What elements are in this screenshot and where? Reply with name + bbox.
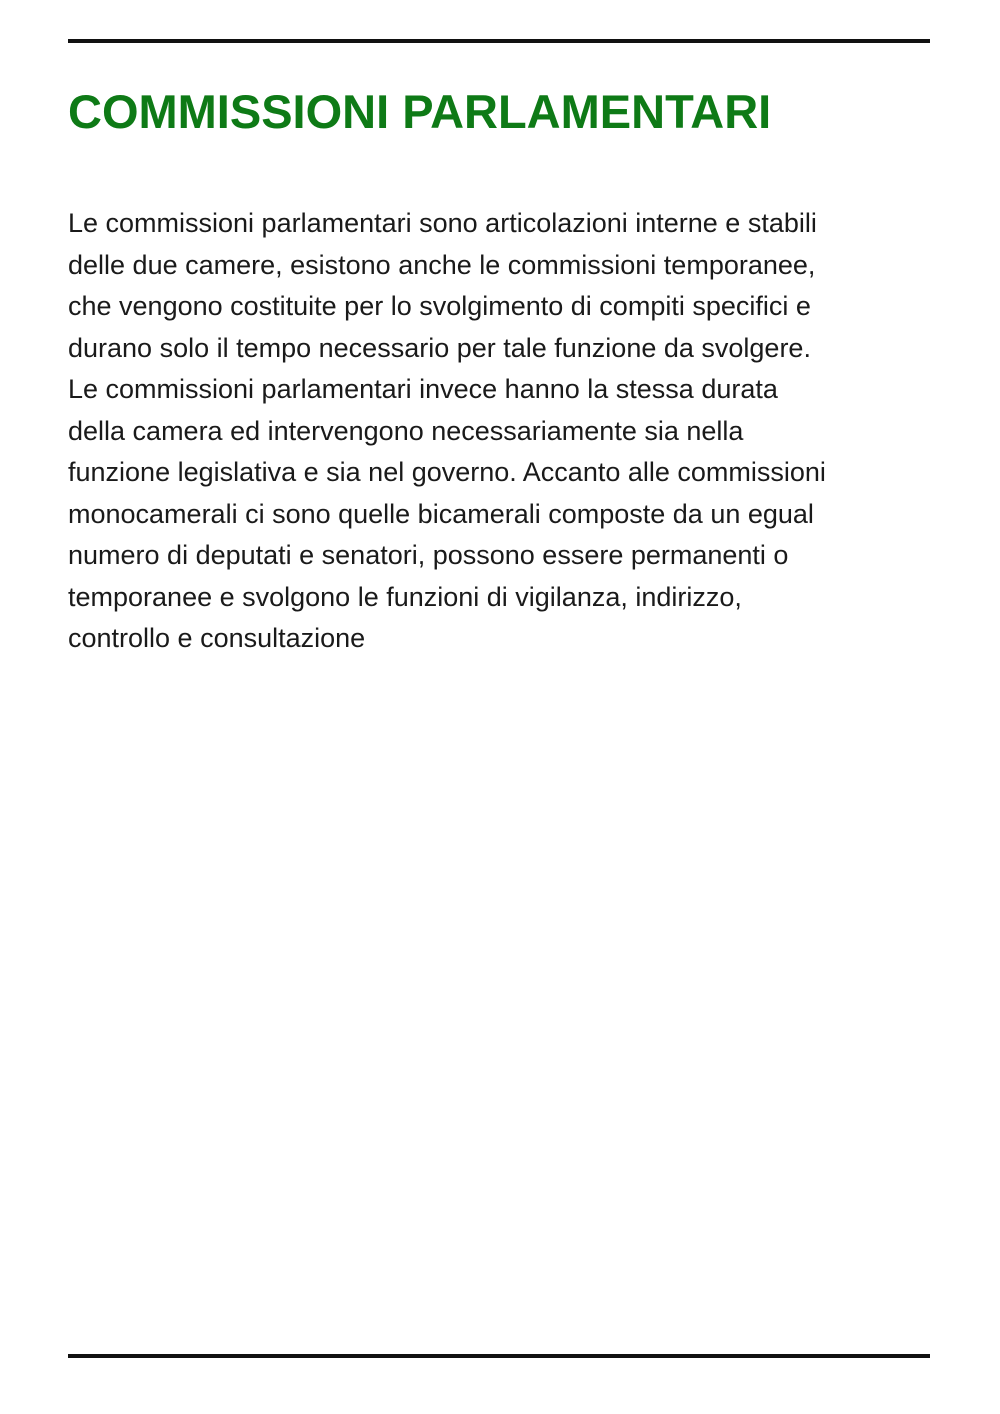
paragraph-line: numero di deputati e senatori, possono essere permanenti o xyxy=(68,540,789,570)
bottom-rule xyxy=(68,1354,930,1358)
top-rule xyxy=(68,39,930,43)
paragraph-line: funzione legislativa e sia nel governo. Accanto alle commissioni xyxy=(68,457,826,487)
paragraph-line: Le commissioni parlamentari sono articolazioni interne e stabili xyxy=(68,208,817,238)
paragraph-line: della camera ed intervengono necessariamente sia nella xyxy=(68,415,744,446)
paragraph-line: durano solo il tempo necessario per tale funzione da svolgere. xyxy=(68,332,811,363)
paragraph-line: Le commissioni parlamentari invece hanno la stessa durata xyxy=(68,374,778,404)
page-title: COMMISSIONI PARLAMENTARI xyxy=(68,85,772,138)
paragraph-line: che vengono costituite per lo svolgimento di compiti specifici e xyxy=(68,291,811,321)
paragraph-line: temporanee e svolgono le funzioni di vigilanza, indirizzo, xyxy=(68,581,742,612)
body-paragraph xyxy=(68,203,930,660)
paragraph-line: monocamerali ci sono quelle bicamerali composte da un egual xyxy=(68,498,814,529)
paragraph-line: delle due camere, esistono anche le commissioni temporanee, xyxy=(68,249,816,280)
paragraph-line: controllo e consultazione xyxy=(68,623,366,653)
